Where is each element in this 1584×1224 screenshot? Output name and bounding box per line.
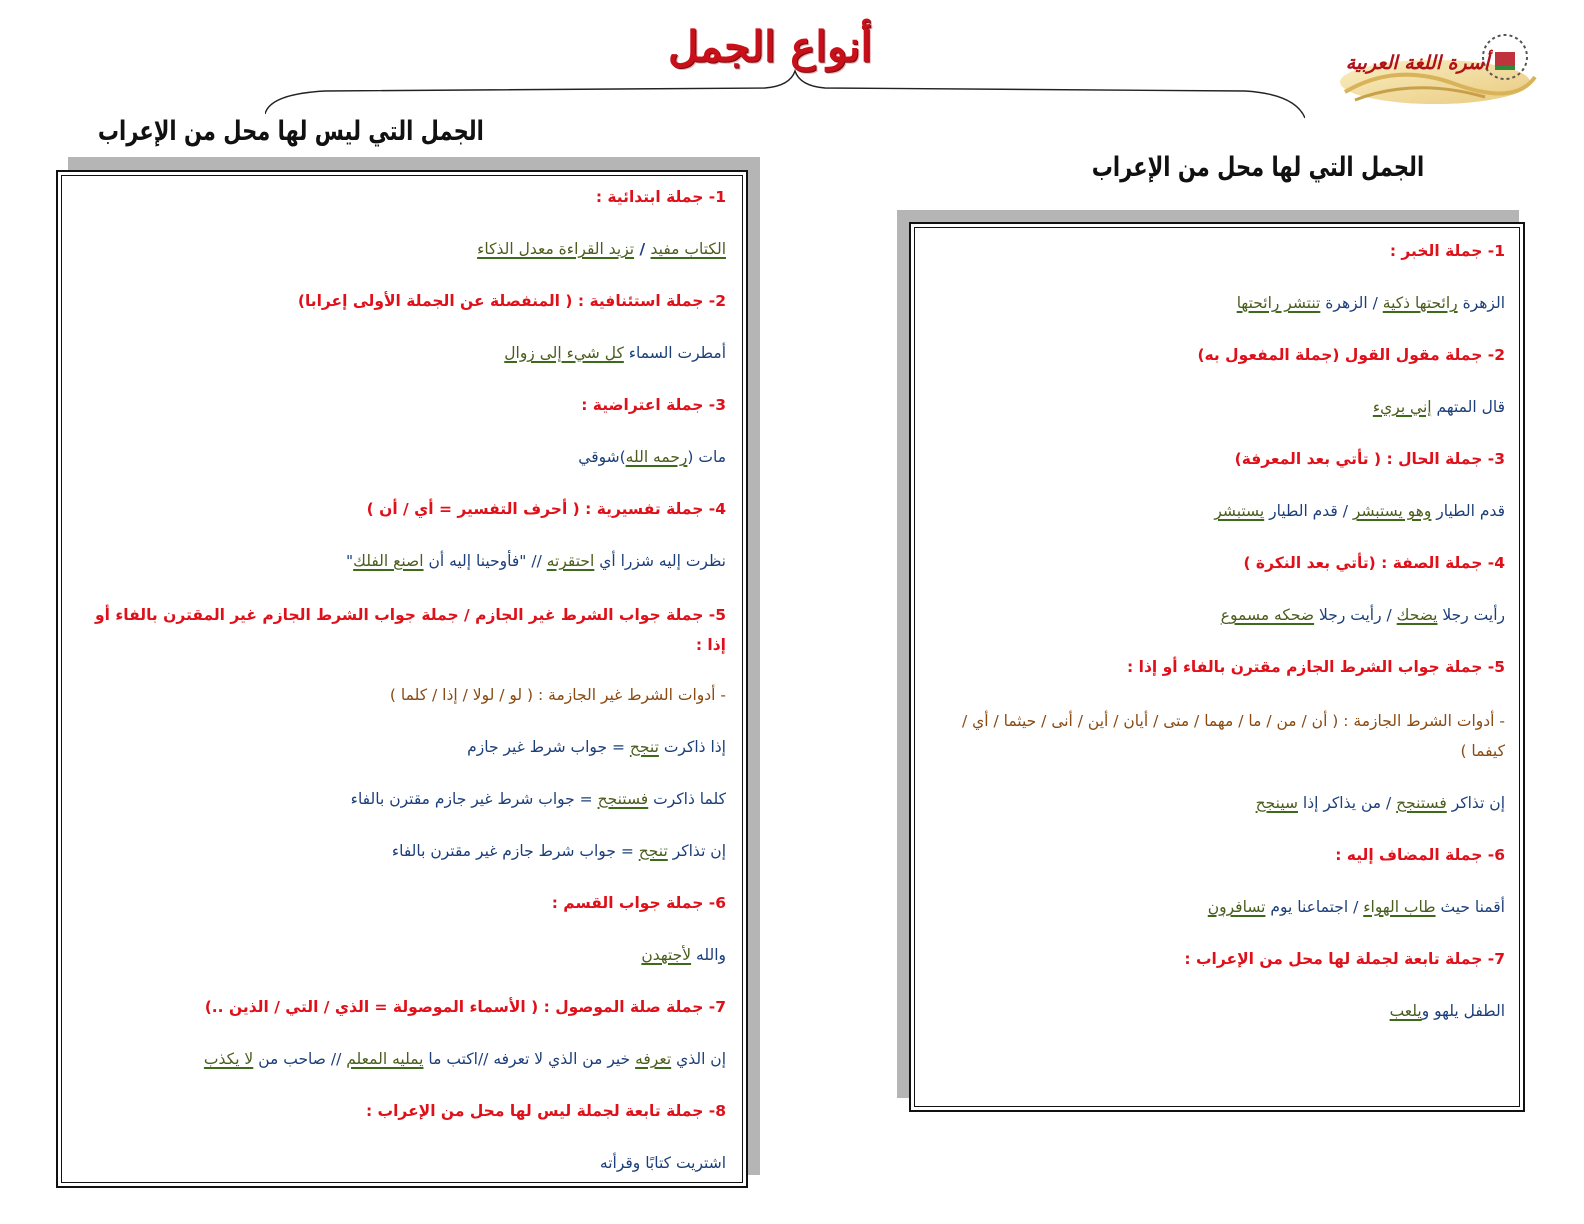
list-item: قدم الطيار وهو يستبشر / قدم الطيار يستبشر: [1214, 502, 1505, 520]
logo: [1335, 22, 1540, 110]
list-item: والله لأجتهدن: [641, 946, 726, 964]
list-item: 4- جملة تفسيرية : ( أحرف التفسير = أي / أن ): [366, 500, 726, 518]
list-item: 4- جملة الصفة : (تأتي بعد النكرة ): [1243, 554, 1505, 572]
list-item: 7- جملة صلة الموصول : ( الأسماء الموصولة = الذي / التي / الذين ..): [204, 998, 726, 1016]
list-item: الطفل يلهو ويلعب: [1389, 1002, 1505, 1020]
list-item: إن تذاكر تنجح = جواب شرط جازم غير مقترن بالفاء: [391, 842, 726, 860]
heading-no-parsing-position: الجمل التي ليس لها محل من الإعراب: [97, 116, 484, 147]
left-panel: [56, 170, 748, 1188]
logo-text: أسرة اللغة العربية: [1345, 52, 1490, 74]
list-item: - أدوات الشرط غير الجازمة : ( لو / لولا / إذا / كلما ): [389, 686, 726, 704]
list-item: 2- جملة مقول القول (جملة المفعول به): [1197, 346, 1505, 364]
list-item: 3- جملة اعتراضية :: [581, 396, 726, 414]
left-panel-content: [80, 184, 726, 1179]
list-item: نظرت إليه شزرا أي احتقرته // "فأوحينا إليه أن اصنع الفلك": [346, 552, 726, 570]
list-item: 6- جملة جواب القسم :: [551, 894, 726, 912]
list-item: 1- جملة ابتدائية :: [595, 188, 726, 206]
page-title: أنواع الجمل: [667, 22, 873, 71]
list-item: إن الذي تعرفه خير من الذي لا تعرفه //اكتب ما يمليه المعلم // صاحب من لا يكذب: [203, 1050, 726, 1068]
list-item: 3- جملة الحال : ( تأتي بعد المعرفة): [1234, 450, 1505, 468]
list-item: 5- جملة جواب الشرط غير الجازم / جملة جواب الشرط الجازم غير المقترن بالفاء أو إذا :: [95, 606, 726, 654]
list-item: أقمنا حيث طاب الهواء / اجتماعنا يوم تسافرون: [1207, 898, 1505, 916]
list-item: - أدوات الشرط الجازمة : ( أن / من / ما / مهما / متى / أيان / أين / أنى / حيثما / أي / كيفما ): [961, 712, 1505, 760]
list-item: 6- جملة المضاف إليه :: [1335, 846, 1505, 864]
list-item: 8- جملة تابعة لجملة ليس لها محل من الإعراب :: [365, 1102, 726, 1120]
list-item: 2- جملة استئنافية : ( المنفصلة عن الجملة الأولى إعرابا): [297, 292, 726, 310]
list-item: 5- جملة جواب الشرط الجازم مقترن بالفاء أو إذا :: [1127, 658, 1505, 676]
list-item: إذا ذاكرت تنجح = جواب شرط غير جازم: [467, 738, 726, 756]
list-item: 7- جملة تابعة لجملة لها محل من الإعراب :: [1184, 950, 1505, 968]
heading-with-parsing-position: الجمل التي لها محل من الإعراب: [1091, 152, 1424, 183]
list-item: اشتريت كتابًا وقرأته: [599, 1154, 726, 1172]
list-item: كلما ذاكرت فستنجح = جواب شرط غير جازم مقترن بالفاء: [350, 790, 726, 808]
list-item: إن تذاكر فستنجح / من يذاكر إذا سينجح: [1255, 794, 1505, 812]
list-item: أمطرت السماء كل شيء إلى زوال: [504, 344, 726, 362]
right-panel-content: [933, 238, 1505, 1098]
list-item: الكتاب مفيد / تزيد القراءة معدل الذكاء: [477, 240, 726, 258]
list-item: الزهرة رائحتها ذكية / الزهرة تنتشر رائحتها: [1236, 294, 1505, 312]
list-item: رأيت رجلا يضحك / رأيت رجلا ضحكه مسموع: [1220, 606, 1505, 624]
list-item: مات (رحمه الله)شوقي: [578, 448, 726, 466]
list-item: قال المتهم إني بريء: [1372, 398, 1505, 416]
right-panel: [909, 222, 1525, 1112]
list-item: 1- جملة الخبر :: [1389, 242, 1505, 260]
